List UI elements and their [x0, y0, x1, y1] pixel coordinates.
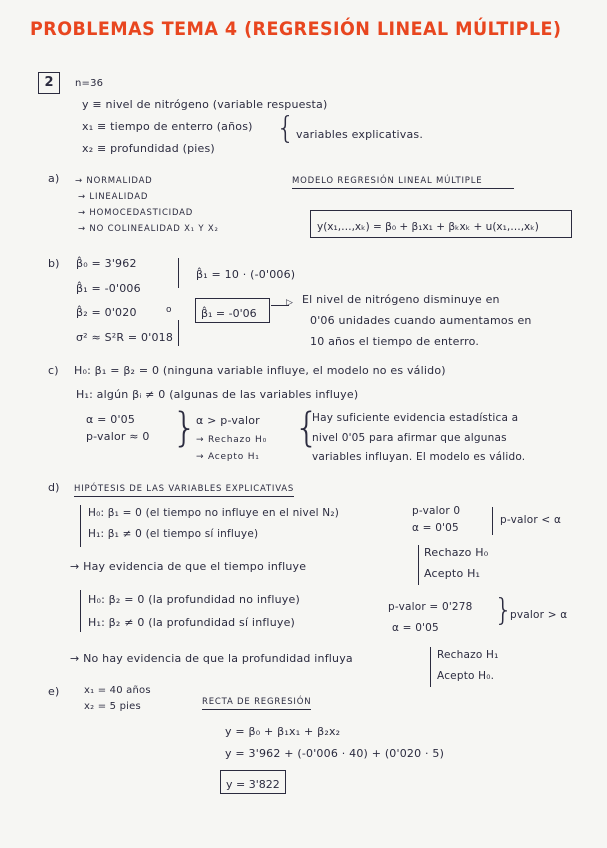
- section-d-label: d): [48, 481, 60, 494]
- bracket: [492, 507, 493, 535]
- var-x1: x₁ ≡ tiempo de enterro (años): [82, 120, 253, 133]
- brace: {: [276, 111, 296, 146]
- d-t2-alpha: α = 0'05: [392, 622, 439, 634]
- section-e-label: e): [48, 685, 60, 698]
- d-t1-h1: H₁: β₁ ≠ 0 (el tiempo sí influye): [88, 528, 259, 540]
- c-h0: H₀: β₁ = β₂ = 0 (ninguna variable influye, el modelo no es válido): [74, 364, 446, 377]
- d-t1-pvalue: p-valor 0: [412, 505, 461, 517]
- explicativas-label: variables explicativas.: [296, 128, 424, 141]
- d-t2-pvalue: p-valor = 0'278: [388, 601, 473, 613]
- model-formula: y(x₁,…,xₖ) = β₀ + β₁x₁ + βₖxₖ + u(x₁,…,xₖ): [317, 221, 539, 233]
- bracket: [430, 647, 431, 687]
- d-t1-h0: H₀: β₁ = 0 (el tiempo no influye en el nivel N₂): [88, 507, 340, 519]
- page-title: PROBLEMAS TEMA 4 (REGRESIÓN LINEAL MÚLTIPLE): [30, 18, 562, 40]
- arrow-head-icon: ▷: [286, 298, 294, 308]
- model-formula-box: [310, 210, 572, 238]
- bracket: [80, 590, 81, 632]
- d-t2-h0: H₀: β₂ = 0 (la profundidad no influye): [88, 593, 300, 606]
- e-x1: x₁ = 40 años: [84, 685, 151, 696]
- interpretation-line: El nivel de nitrógeno disminuye en: [302, 293, 500, 306]
- beta0: β̂₀ = 3'962: [76, 257, 137, 270]
- assumption-item: → NO COLINEALIDAD X₁ Y X₂: [78, 224, 219, 234]
- assumption-item: → HOMOCEDASTICIDAD: [78, 208, 194, 218]
- c-h1: H₁: algún βᵢ ≠ 0 (algunas de las variables influye): [76, 388, 359, 401]
- beta1: β̂₁ = -0'006: [76, 282, 141, 295]
- c-reject: → Rechazo H₀: [196, 435, 268, 445]
- e-eq2: y = 3'962 + (-0'006 · 40) + (0'020 · 5): [225, 747, 445, 760]
- c-conclusion-line: nivel 0'05 para afirmar que algunas: [312, 432, 507, 444]
- assumption-item: → LINEALIDAD: [78, 192, 149, 202]
- problem-number: 2: [44, 75, 54, 90]
- d-t2-compare: pvalor > α: [510, 609, 568, 621]
- c-alpha: α = 0'05: [86, 413, 136, 426]
- d-t2-accept: Acepto H₀.: [437, 670, 495, 682]
- d-t1-accept: Acepto H₁: [424, 567, 481, 580]
- e-result: y = 3'822: [226, 778, 280, 791]
- e-title: RECTA DE REGRESIÓN: [202, 697, 311, 710]
- interpretation-line: 0'06 unidades cuando aumentamos en: [310, 314, 532, 327]
- sigma: σ² ≈ S²R = 0'018: [76, 331, 174, 344]
- e-eq1: y = β₀ + β₁x₁ + β₂x₂: [225, 725, 341, 738]
- d-t1-alpha: α = 0'05: [412, 522, 459, 534]
- var-y: y ≡ nivel de nitrógeno (variable respuesta): [82, 98, 328, 111]
- e-x2: x₂ = 5 pies: [84, 701, 141, 712]
- divider: [178, 320, 179, 346]
- brace: {: [294, 405, 320, 451]
- problem-number-box: [38, 72, 60, 94]
- d-title: HIPÓTESIS DE LAS VARIABLES EXPLICATIVAS: [74, 484, 294, 497]
- brace: }: [494, 593, 514, 628]
- c-conclusion-line: Hay suficiente evidencia estadística a: [312, 412, 519, 424]
- section-b-label: b): [48, 257, 60, 270]
- bracket: [80, 505, 81, 547]
- assumption-item: → NORMALIDAD: [75, 176, 153, 186]
- brace: }: [172, 405, 198, 451]
- section-c-label: c): [48, 364, 59, 377]
- divider: [178, 258, 179, 288]
- beta1-calc: β̂₁ = 10 · (-0'006): [196, 268, 296, 281]
- d-t2-h1: H₁: β₂ ≠ 0 (la profundidad sí influye): [88, 616, 296, 629]
- d-t2-reject: Rechazo H₁: [437, 649, 499, 661]
- divider-dot: o: [166, 305, 172, 315]
- bracket: [418, 545, 419, 585]
- interpretation-line: 10 años el tiempo de enterro.: [310, 335, 480, 348]
- c-pvalue: p-valor ≈ 0: [86, 430, 150, 443]
- section-a-label: a): [48, 172, 60, 185]
- d-t1-conclusion: → Hay evidencia de que el tiempo influye: [70, 560, 307, 573]
- c-compare: α > p-valor: [196, 414, 260, 427]
- var-x2: x₂ ≡ profundidad (pies): [82, 142, 215, 155]
- beta2: β̂₂ = 0'020: [76, 306, 137, 319]
- beta1-result: β̂₁ = -0'06: [201, 307, 257, 320]
- d-t1-reject: Rechazo H₀: [424, 546, 489, 559]
- c-conclusion-line: variables influyan. El modelo es válido.: [312, 451, 526, 463]
- d-t2-conclusion: → No hay evidencia de que la profundidad influya: [70, 652, 353, 665]
- e-result-box: [220, 770, 286, 794]
- c-accept: → Acepto H₁: [196, 452, 260, 462]
- beta1-boxed: [195, 298, 270, 323]
- d-t1-compare: p-valor < α: [500, 514, 562, 526]
- model-title: MODELO REGRESIÓN LINEAL MÚLTIPLE: [292, 176, 514, 189]
- sample-size: n=36: [75, 78, 104, 89]
